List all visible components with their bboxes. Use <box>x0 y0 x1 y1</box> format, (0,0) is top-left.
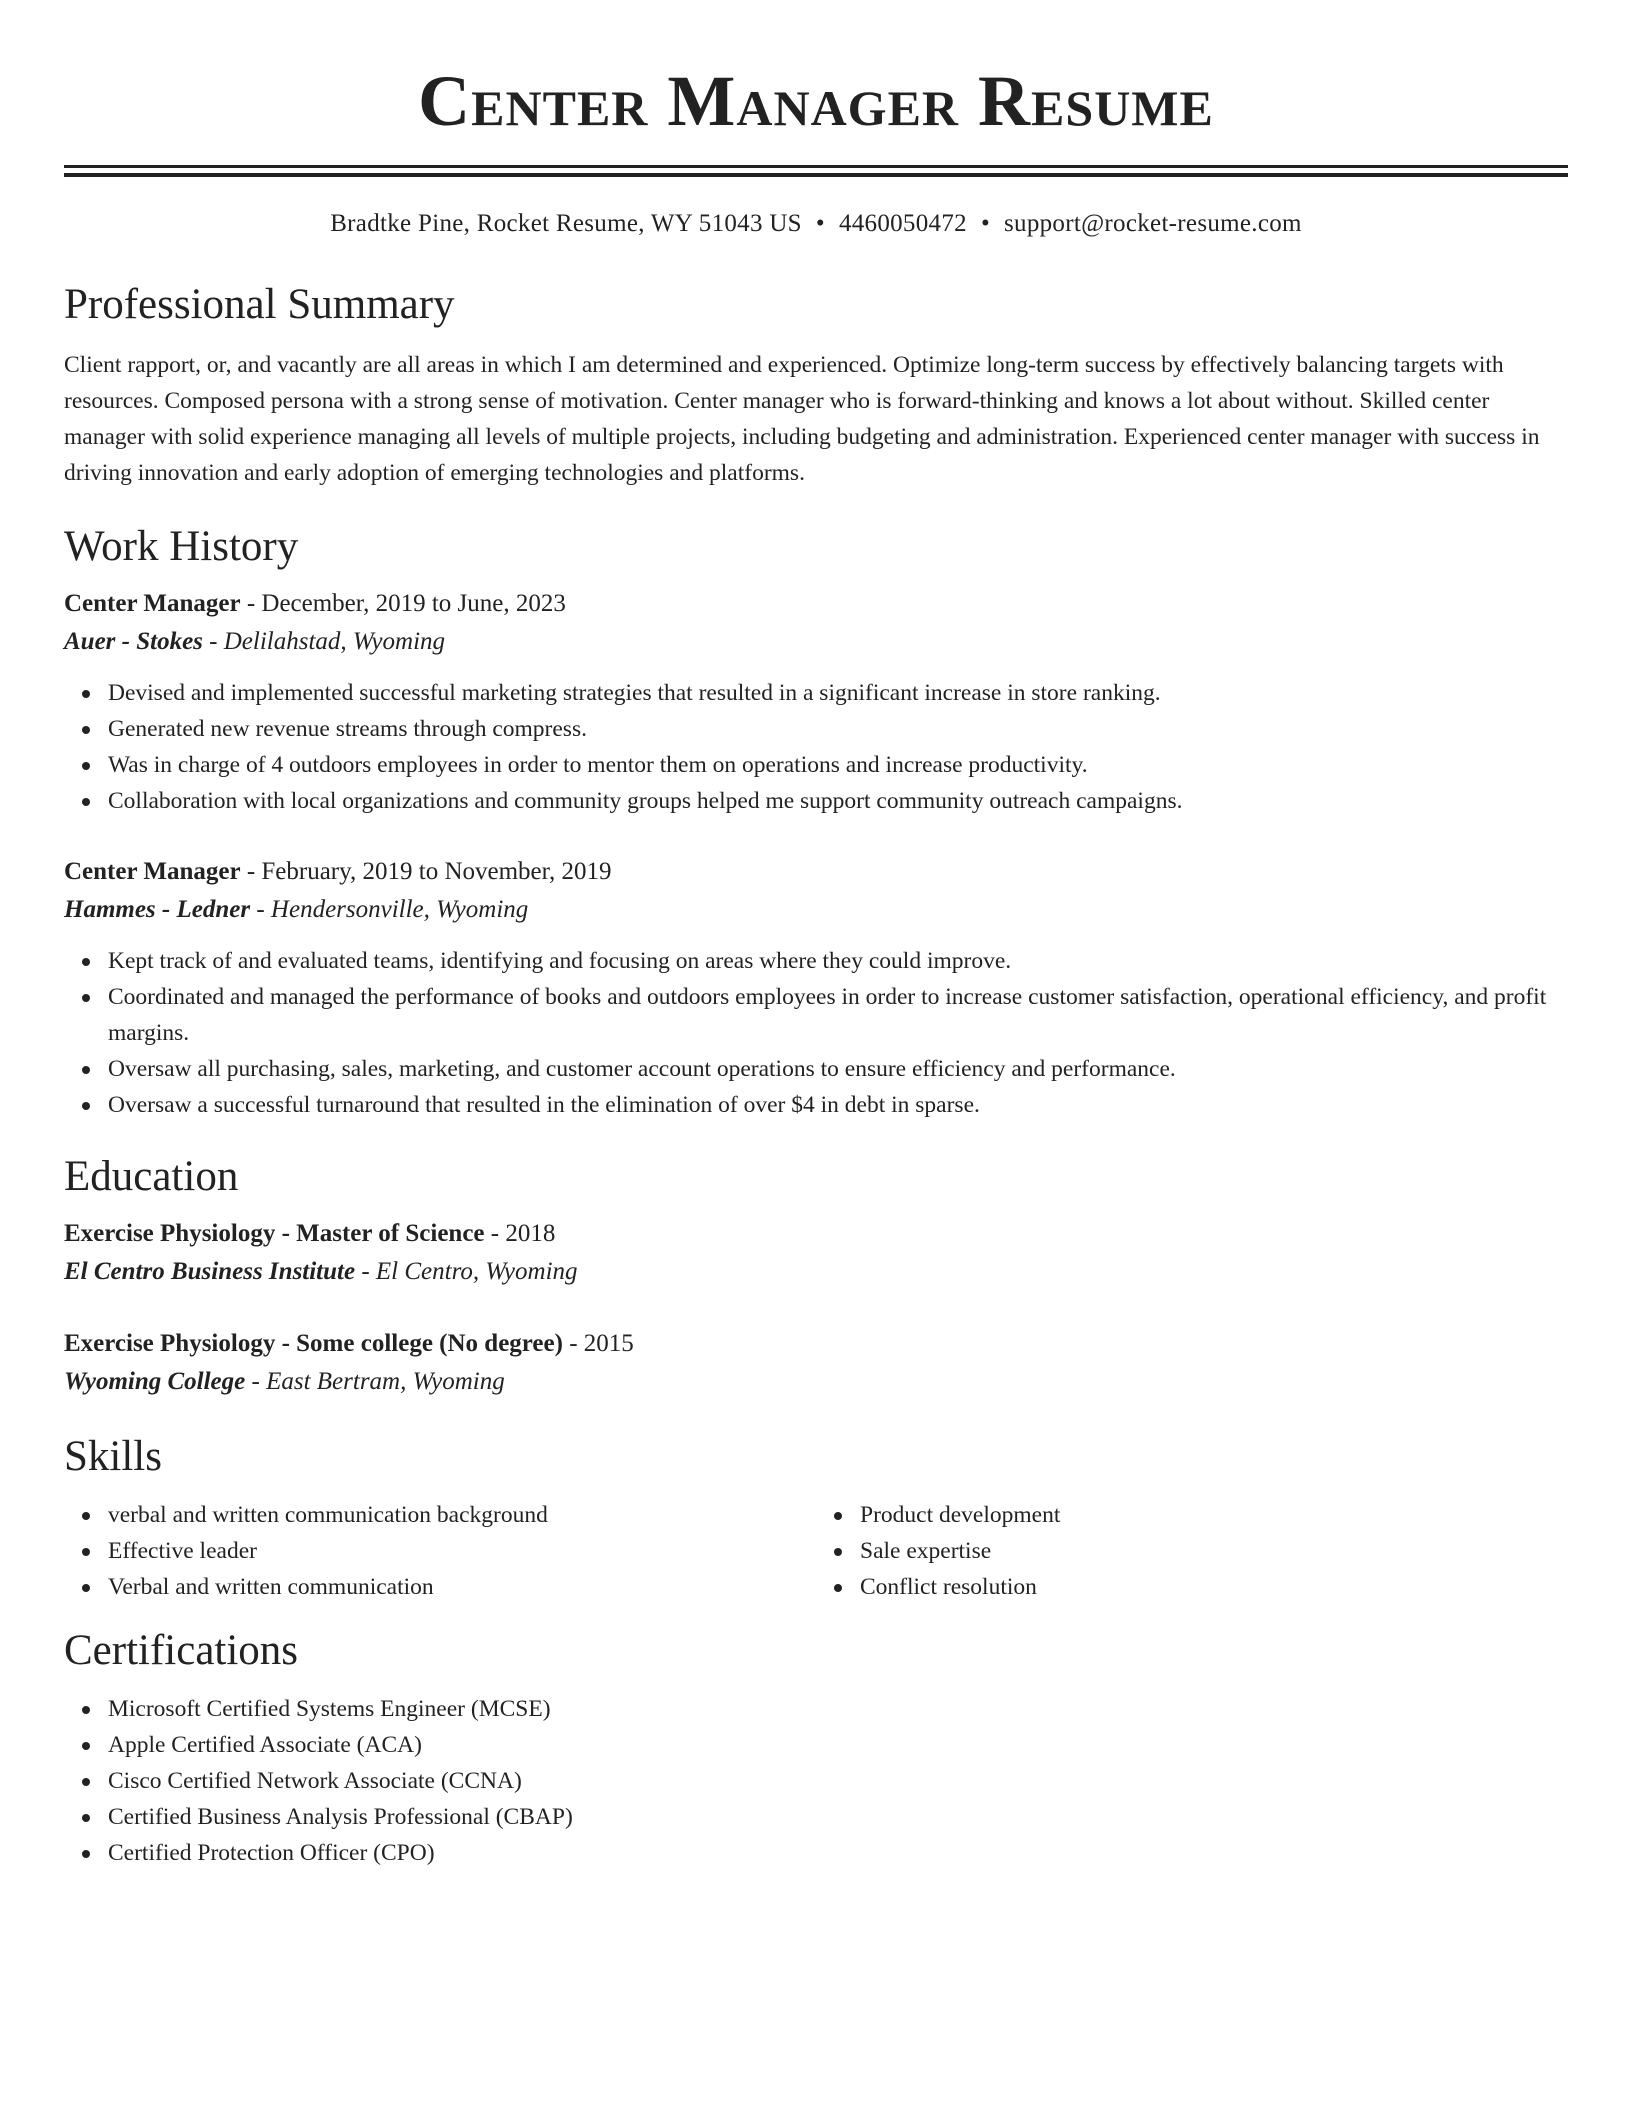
job-company: Hammes - Ledner <box>64 896 251 923</box>
skill-item: Product development <box>860 1497 1568 1533</box>
education-degree: Exercise Physiology - Master of Science <box>64 1220 485 1247</box>
skill-item: Effective leader <box>108 1533 816 1569</box>
job-entry <box>64 853 1568 1123</box>
job-entry <box>64 585 1568 819</box>
resume-title: Center Manager Resume <box>418 61 1214 141</box>
job-bullet: Was in charge of 4 outdoors employees in order to mentor them on operations and increase productivity. <box>108 747 1568 783</box>
certification-item: Cisco Certified Network Associate (CCNA) <box>108 1763 1568 1799</box>
job-bullet: Collaboration with local organizations and community groups helped me support community outreach campaigns. <box>108 783 1568 819</box>
education-year: - 2015 <box>562 1330 634 1357</box>
education-school-line <box>64 1363 1568 1401</box>
job-location: - Delilahstad, Wyoming <box>202 628 446 655</box>
skills-column-right <box>816 1497 1568 1605</box>
job-org-line <box>64 891 1568 929</box>
skill-item: Sale expertise <box>860 1533 1568 1569</box>
contact-separator: • <box>980 210 990 237</box>
education-school-line <box>64 1253 1568 1291</box>
job-org-line <box>64 623 1568 661</box>
education-location: - East Bertram, Wyoming <box>245 1368 505 1395</box>
skill-item: verbal and written communication background <box>108 1497 816 1533</box>
education-school: El Centro Business Institute <box>64 1258 356 1285</box>
certifications-list <box>64 1691 1568 1871</box>
education-degree: Exercise Physiology - Some college (No degree) <box>64 1330 563 1357</box>
contact-email: support@rocket-resume.com <box>1004 210 1302 237</box>
resume-page <box>64 0 1568 1871</box>
education-degree-line <box>64 1215 1568 1253</box>
contact-phone: 4460050472 <box>838 210 967 237</box>
certification-item: Certified Protection Officer (CPO) <box>108 1835 1568 1871</box>
job-bullet: Devised and implemented successful marketing strategies that resulted in a significant increase in store ranking. <box>108 675 1568 711</box>
skills-section <box>64 1431 1568 1605</box>
certification-item: Certified Business Analysis Professional (CBAP) <box>108 1799 1568 1835</box>
job-bullet: Coordinated and managed the performance of books and outdoors employees in order to increase customer satisfaction, operational efficiency, and profit margins. <box>108 979 1568 1051</box>
certification-item: Microsoft Certified Systems Engineer (MCSE) <box>108 1691 1568 1727</box>
education-location: - El Centro, Wyoming <box>355 1258 578 1285</box>
education-degree-line <box>64 1325 1568 1363</box>
job-bullet: Generated new revenue streams through compress. <box>108 711 1568 747</box>
certifications-section <box>64 1625 1568 1871</box>
education-year: - 2018 <box>484 1220 556 1247</box>
title-divider-top <box>64 165 1568 168</box>
skills-heading: Skills <box>64 1433 162 1480</box>
certifications-heading: Certifications <box>64 1627 299 1674</box>
job-title: Center Manager <box>64 590 241 617</box>
education-entry <box>64 1215 1568 1291</box>
skills-grid <box>64 1497 1568 1605</box>
education-heading: Education <box>64 1153 239 1200</box>
job-bullet: Kept track of and evaluated teams, identifying and focusing on areas where they could improve. <box>108 943 1568 979</box>
job-location: - Hendersonville, Wyoming <box>250 896 529 923</box>
job-company: Auer - Stokes <box>64 628 203 655</box>
job-dates: - December, 2019 to June, 2023 <box>240 590 566 617</box>
summary-heading: Professional Summary <box>64 281 455 328</box>
contact-separator: • <box>815 210 825 237</box>
certification-item: Apple Certified Associate (ACA) <box>108 1727 1568 1763</box>
skill-item: Verbal and written communication <box>108 1569 816 1605</box>
summary-text: Client rapport, or, and vacantly are all areas in which I am determined and experienced. Optimize long-term success by effectively balancing targets with resources. Composed persona with a strong sense of motivation. Center manager who is forward-thinking and knows a lot about without. Skilled center manager with solid experience managing all levels of multiple projects, including budgeting and administration. Experienced center manager with success in driving innovation and early adoption of emerging technologies and platforms. <box>64 352 1540 486</box>
title-divider-bottom <box>64 173 1568 177</box>
work-history-section <box>64 521 1568 1123</box>
education-section <box>64 1151 1568 1401</box>
education-school: Wyoming College <box>64 1368 246 1395</box>
job-dates: - February, 2019 to November, 2019 <box>240 858 612 885</box>
contact-line <box>64 207 1568 241</box>
job-bullet: Oversaw a successful turnaround that resulted in the elimination of over $4 in debt in sparse. <box>108 1087 1568 1123</box>
contact-address: Bradtke Pine, Rocket Resume, WY 51043 US <box>330 210 802 237</box>
job-title-line <box>64 853 1568 891</box>
skill-item: Conflict resolution <box>860 1569 1568 1605</box>
job-bullets <box>64 943 1568 1123</box>
job-title-line <box>64 585 1568 623</box>
job-bullets <box>64 675 1568 819</box>
skills-column-left <box>64 1497 816 1605</box>
job-bullet: Oversaw all purchasing, sales, marketing, and customer account operations to ensure efficiency and performance. <box>108 1051 1568 1087</box>
summary-section <box>64 279 1568 491</box>
work-history-heading: Work History <box>64 523 299 570</box>
education-entry <box>64 1325 1568 1401</box>
job-title: Center Manager <box>64 858 241 885</box>
